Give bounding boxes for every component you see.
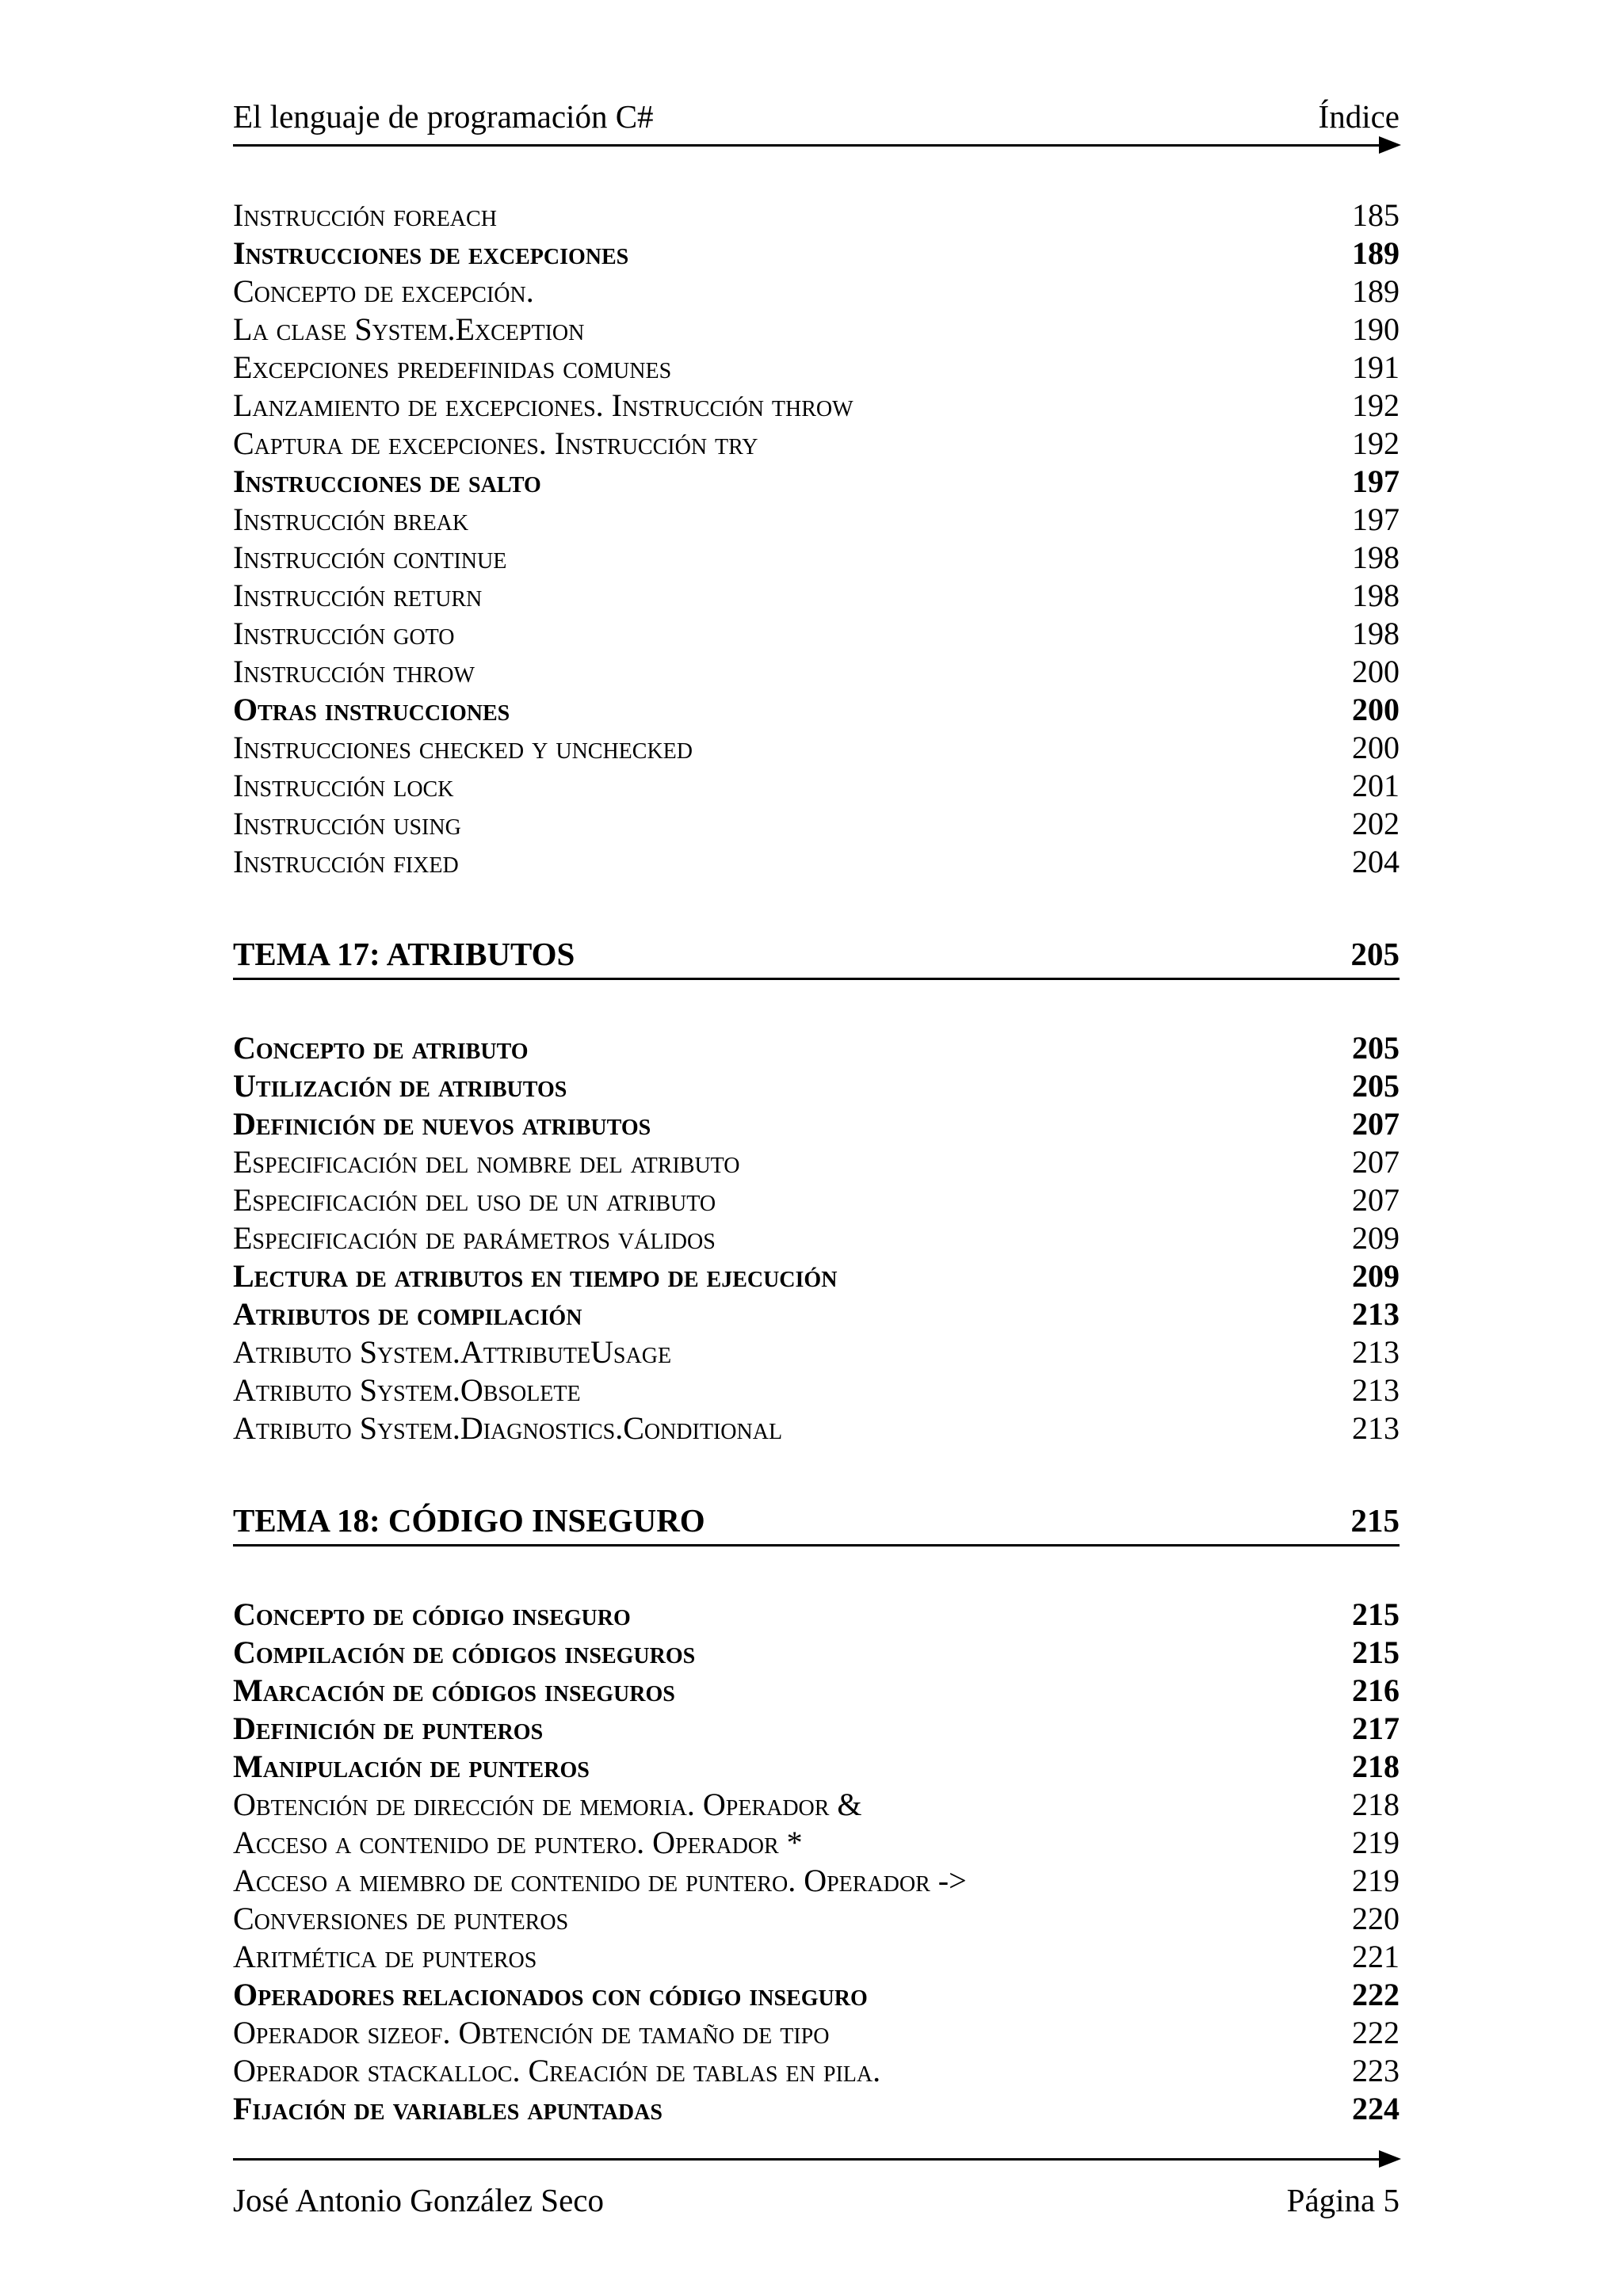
toc-subsection[interactable] (233, 2052, 1400, 2090)
toc-subsection[interactable] (233, 1181, 1400, 1219)
toc-entry-label: Instrucciones de salto (233, 463, 541, 499)
toc-entry-label: Especificación del nombre del atributo (233, 1144, 740, 1180)
toc-entry-page: 202 (1352, 806, 1400, 841)
toc-subsection[interactable] (233, 2014, 1400, 2052)
toc-subsection[interactable] (233, 539, 1400, 577)
toc-spacer (233, 1447, 1400, 1497)
toc-entry-page: 220 (1352, 1901, 1400, 1936)
toc-chapter[interactable] (233, 930, 1400, 980)
toc-entry-label: Instrucción break (233, 502, 469, 537)
toc-entry-label: Utilización de atributos (233, 1068, 567, 1104)
toc-subsection[interactable] (233, 653, 1400, 691)
toc-subsection[interactable] (233, 1900, 1400, 1938)
toc-entry-label: Manipulación de punteros (233, 1749, 590, 1784)
toc-entry-page: 207 (1352, 1144, 1400, 1180)
toc-entry-label: Instrucción return (233, 578, 483, 613)
toc-entry-label: Conversiones de punteros (233, 1901, 569, 1936)
toc-section[interactable] (233, 1257, 1400, 1295)
toc-subsection[interactable] (233, 729, 1400, 767)
toc-entry-page: 200 (1352, 730, 1400, 765)
toc-section[interactable] (233, 1067, 1400, 1105)
toc-section[interactable] (233, 235, 1400, 273)
toc-entry-page: 213 (1352, 1334, 1400, 1370)
toc-entry-label: Operadores relacionados con código inseguro (233, 1977, 868, 2012)
toc-entry-label: Instrucciones de excepciones (233, 235, 629, 271)
toc-entry-label: Marcación de códigos inseguros (233, 1672, 675, 1708)
toc-entry-page: 219 (1352, 1825, 1400, 1860)
toc-entry-label: Concepto de código inseguro (233, 1596, 631, 1632)
toc-entry-page: 209 (1352, 1258, 1400, 1294)
toc-entry-label: Operador stackalloc. Creación de tablas en pila. (233, 2053, 881, 2088)
toc-chapter[interactable] (233, 1497, 1400, 1547)
toc-subsection[interactable] (233, 196, 1400, 235)
toc-entry-page: 201 (1352, 768, 1400, 803)
toc-entry-page: 224 (1352, 2091, 1400, 2126)
toc-entry-label: Otras instrucciones (233, 692, 510, 727)
toc-entry-label: Instrucción lock (233, 768, 454, 803)
toc-entry-page: 205 (1352, 1068, 1400, 1104)
toc-subsection[interactable] (233, 1333, 1400, 1371)
toc-entry-page: 217 (1352, 1711, 1400, 1746)
toc-section[interactable] (233, 691, 1400, 729)
toc-spacer (233, 881, 1400, 930)
toc-section[interactable] (233, 1596, 1400, 1634)
toc-entry-label: Aritmética de punteros (233, 1939, 537, 1974)
toc-entry-page: 213 (1352, 1296, 1400, 1332)
toc-entry-page: 218 (1352, 1787, 1400, 1822)
toc-entry-label: Instrucciones checked y unchecked (233, 730, 693, 765)
toc-entry-label: Instrucción continue (233, 540, 507, 575)
author-name: José Antonio González Seco (233, 2182, 604, 2218)
toc-entry-label: La clase System.Exception (233, 311, 585, 347)
toc-entry-page: 222 (1352, 2015, 1400, 2050)
toc-section[interactable] (233, 2090, 1400, 2128)
toc-entry-page: 218 (1352, 1749, 1400, 1784)
toc-entry-label: Especificación del uso de un atributo (233, 1182, 716, 1218)
toc-entry-page: 198 (1352, 616, 1400, 651)
toc-entry-page: 207 (1352, 1106, 1400, 1142)
toc-entry-page: 185 (1352, 197, 1400, 233)
toc-entry-label: Compilación de códigos inseguros (233, 1634, 696, 1670)
toc-section[interactable] (233, 1672, 1400, 1710)
toc-subsection[interactable] (233, 425, 1400, 463)
toc-entry-page: 219 (1352, 1863, 1400, 1898)
toc-entry-page: 205 (1352, 1030, 1400, 1066)
toc-subsection[interactable] (233, 1143, 1400, 1181)
toc-entry-page: 223 (1352, 2053, 1400, 2088)
toc-entry-page: 190 (1352, 311, 1400, 347)
toc-entry-page: 200 (1352, 692, 1400, 727)
toc-entry-label: TEMA 18: CÓDIGO INSEGURO (233, 1502, 705, 1539)
toc-entry-page: 221 (1352, 1939, 1400, 1974)
toc-entry-label: Lanzamiento de excepciones. Instrucción throw (233, 387, 854, 423)
toc-entry-label: Instrucción fixed (233, 844, 459, 879)
toc-entry-page: 213 (1352, 1372, 1400, 1408)
section-title: Índice (1318, 98, 1400, 135)
toc-subsection[interactable] (233, 1219, 1400, 1257)
toc-subsection[interactable] (233, 1862, 1400, 1900)
toc-subsection[interactable] (233, 501, 1400, 539)
toc-entry-label: Instrucción goto (233, 616, 455, 651)
header-arrow-icon (1379, 136, 1401, 154)
toc-entry-page: 192 (1352, 387, 1400, 423)
toc-entry-page: 197 (1352, 502, 1400, 537)
toc-entry-label: Atributo System.AttributeUsage (233, 1334, 672, 1370)
toc-entry-label: Instrucción throw (233, 654, 475, 689)
toc-section[interactable] (233, 463, 1400, 501)
toc-entry-label: TEMA 17: ATRIBUTOS (233, 936, 575, 972)
toc-entry-page: 198 (1352, 578, 1400, 613)
toc-entry-label: Acceso a miembro de contenido de puntero. Operador -> (233, 1863, 967, 1898)
book-title: El lenguaje de programación C# (233, 98, 654, 135)
toc-entry-page: 189 (1352, 235, 1400, 271)
page-number: Página 5 (1286, 2182, 1400, 2218)
toc-subsection[interactable] (233, 615, 1400, 653)
toc-subsection[interactable] (233, 387, 1400, 425)
toc-section[interactable] (233, 1748, 1400, 1786)
toc-entry-label: Definición de nuevos atributos (233, 1106, 651, 1142)
footer-rule (233, 2158, 1390, 2161)
toc-entry-page: 213 (1352, 1410, 1400, 1446)
toc-section[interactable] (233, 1029, 1400, 1067)
toc-entry-page: 204 (1352, 844, 1400, 879)
toc-section[interactable] (233, 1976, 1400, 2014)
footer-arrow-icon (1379, 2150, 1401, 2168)
toc-entry-label: Atributo System.Obsolete (233, 1372, 581, 1408)
toc-subsection[interactable] (233, 767, 1400, 805)
toc-entry-label: Excepciones predefinidas comunes (233, 349, 672, 385)
toc-spacer (233, 1547, 1400, 1596)
toc-entry-page: 215 (1352, 1596, 1400, 1632)
table-of-contents (233, 196, 1400, 2128)
toc-subsection[interactable] (233, 273, 1400, 311)
toc-entry-page: 191 (1352, 349, 1400, 385)
toc-section[interactable] (233, 1295, 1400, 1333)
toc-entry-page: 192 (1352, 425, 1400, 461)
toc-entry-label: Captura de excepciones. Instrucción try (233, 425, 758, 461)
toc-subsection[interactable] (233, 311, 1400, 349)
toc-subsection[interactable] (233, 349, 1400, 387)
toc-subsection[interactable] (233, 843, 1400, 881)
toc-entry-page: 200 (1352, 654, 1400, 689)
toc-entry-page: 189 (1352, 273, 1400, 309)
toc-entry-page: 207 (1352, 1182, 1400, 1218)
toc-entry-label: Especificación de parámetros válidos (233, 1220, 716, 1256)
toc-entry-label: Obtención de dirección de memoria. Operador & (233, 1787, 862, 1822)
toc-entry-label: Acceso a contenido de puntero. Operador * (233, 1825, 803, 1860)
toc-section[interactable] (233, 1105, 1400, 1143)
toc-subsection[interactable] (233, 805, 1400, 843)
page-header (233, 93, 1400, 139)
toc-entry-label: Concepto de atributo (233, 1030, 529, 1066)
toc-entry-label: Instrucción using (233, 806, 461, 841)
toc-entry-page: 209 (1352, 1220, 1400, 1256)
toc-entry-page: 216 (1352, 1672, 1400, 1708)
toc-entry-label: Concepto de excepción. (233, 273, 534, 309)
toc-entry-label: Definición de punteros (233, 1711, 544, 1746)
toc-section[interactable] (233, 1634, 1400, 1672)
toc-subsection[interactable] (233, 1409, 1400, 1447)
toc-subsection[interactable] (233, 1938, 1400, 1976)
toc-entry-page: 222 (1352, 1977, 1400, 2012)
header-rule (233, 144, 1390, 147)
toc-section[interactable] (233, 1710, 1400, 1748)
toc-entry-label: Atributo System.Diagnostics.Conditional (233, 1410, 783, 1446)
toc-subsection[interactable] (233, 1786, 1400, 1824)
toc-entry-page: 215 (1350, 1502, 1400, 1539)
toc-entry-label: Atributos de compilación (233, 1296, 582, 1332)
toc-entry-page: 198 (1352, 540, 1400, 575)
toc-subsection[interactable] (233, 1371, 1400, 1409)
toc-entry-label: Instrucción foreach (233, 197, 497, 233)
toc-entry-page: 215 (1352, 1634, 1400, 1670)
toc-entry-page: 197 (1352, 463, 1400, 499)
page-footer (233, 2177, 1400, 2223)
toc-spacer (233, 980, 1400, 1029)
toc-entry-label: Lectura de atributos en tiempo de ejecución (233, 1258, 838, 1294)
toc-entry-label: Fijación de variables apuntadas (233, 2091, 663, 2126)
toc-subsection[interactable] (233, 577, 1400, 615)
toc-entry-page: 205 (1350, 936, 1400, 972)
toc-subsection[interactable] (233, 1824, 1400, 1862)
toc-entry-label: Operador sizeof. Obtención de tamaño de tipo (233, 2015, 830, 2050)
